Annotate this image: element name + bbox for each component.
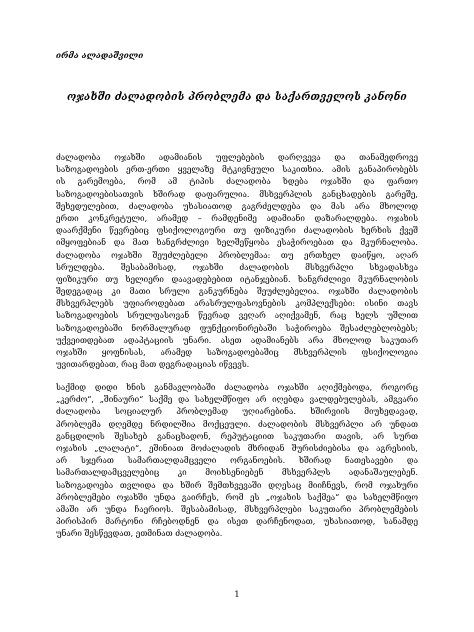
text-line: უქვეითდებათ ადაპტაციის უნარი. ასეთ ადამიანებს არა მხოლოდ საკუთარ [56,334,418,345]
document-title: ოჯახში ძალადობის პრობლემა და საქართველოს კანონი [67,91,407,103]
text-line: განცდილის შესახებ განაცხადონ, რეპუტაციით საკუთარი თავის, არ სურთ [56,430,418,441]
text-line: ოჯახის „ლალატი“, ეშინიათ მოძალადის მხრიდან შურისძიებისა და აგრესიის, [56,442,418,453]
text-line: ოჯახში ყოფნისას, არამედ საზოგადოებაშიც მსხვერპლის ფსიქოლოგია [56,347,418,357]
text-line: უვითარდებათ, რაც მათ დეგრადაციას იწვევს. [56,359,250,370]
text-line: პრობლემები ოჯახში უნდა გაირჩეს, რომ ეს „ოჯახის საქმეა“ და სახელმწიფო [56,491,418,502]
text-line: საზოგადოების სრულფასოვან წევრად ვეღარ აღიქვამენ, რაც ხელს უშლით [56,310,418,321]
text-line: ფიზიკური თუ ხელიერი დაავადებებით იტანჯებიან. ხანგრძლივი მკურნალობის [56,273,418,284]
text-line: საქმიდ დიდი ხნის განმავლობაში ძალადობა ოჯახში აღიქმებოდა, როგორც [56,382,418,392]
text-line: პირისპირ მარტონი რჩებოდნენ და ისეთ დარჩენოდათ, უხასიათოდ, სანამდე [56,516,418,527]
text-line: ძალადობა ოჯახში ადამიანის უფლებების დარღვევა და თანამედროვე [56,152,418,162]
text-line: საზოგადოების ერთ-ერთი ყველაზე მტკივნეული საკითხია. ამის განაპირობებს [56,164,418,175]
paragraph-1 [56,151,418,370]
text-line: საზოგადოება თვლიდა და ხშირ შემთხვევაში დღესაც მიიჩნევს, რომ ოჯახური [56,479,418,490]
author-name: ირმა ალადაშვილი [56,50,144,60]
text-line: ის გარემოება, რომ ამ ტიპის ძალადობა ხდება ოჯახში და ფართო [56,176,418,187]
text-line: უნარი შესწევდათ, ეთმინათ ძალადობა. [56,528,223,539]
text-line: სამართალდამცველებიც კი მოიხსენიებენ მსხვერპლს ადანაშაულებენ. [56,467,418,478]
text-line: „კერძო“, „შინაური“ საქმე და სახელმწიფო არ იღებდა ვალდებულებას, ამგვარი [56,394,418,405]
text-line: ძალადობა ოჯახში შეუძლებელი პრობლემაა: თუ ერთხელ დაიწყო, აღარ [56,249,418,260]
text-line: ერთი კონკრეტული, არამედ – რამდენიმე ადამიანი დაზარალდება. ოჯახის [56,212,418,223]
page-number: 1 [234,590,240,600]
text-line: შედეგადაც კი მათი სრული განკურნება შეუძლებელია. ოჯახში ძალადობის [56,286,418,297]
text-line: შეხედულებით, ძალადობა უხასიათოდ გაგრძელდება და მას არა მხოლოდ [56,200,418,211]
text-line: სრულდება. შესაბამისად, ოჯახში ძალადობის მსხვერპლი სხვადასხვა [56,261,418,272]
text-line: არ სჯერათ სამართალდამცველი ორგანოების. ხშირად ნათესავები და [56,455,418,466]
text-line: საზოგადოებაში ნორმალურად ფუნქციონირებაში საჭიროება შესაძლებლობებს; [56,322,418,333]
text-line: მსხვერპლებს უფიაროდებათ არასრულფასოვნების კომპლექსები: ისინი თავს [56,298,418,309]
text-line: პრობლემა დღემდე ნრდილშია მოქცეული. ძალადობის მსხვერპლი არ უნდათ [56,418,418,429]
text-line: საზოგადოებისათვის ხშირად დაფარულია. მსხვერპლის განცხადების გარეშე, [56,188,418,199]
text-line: ამაში არ უნდა ჩაერიოს. შესაბამისად, მსხვერპლები საკუთარი პრობლემების [56,503,418,514]
text-line: იმყოფებიან და მათ ხანგრძლივი ხელშეწყობა ესაჭიროებათ და მკურნალობა. [56,237,418,248]
text-line: ძალადობა სოციალურ პრობლემად უღიარებინა. ხშირვიის მიუხედავად, [56,406,418,417]
text-line: დაარქმენი წევრებიც ფსიქოლოგიური თუ ფიზიკური ძალადობის ხერხის ქვეშ [56,225,418,236]
paragraph-2 [56,381,418,539]
